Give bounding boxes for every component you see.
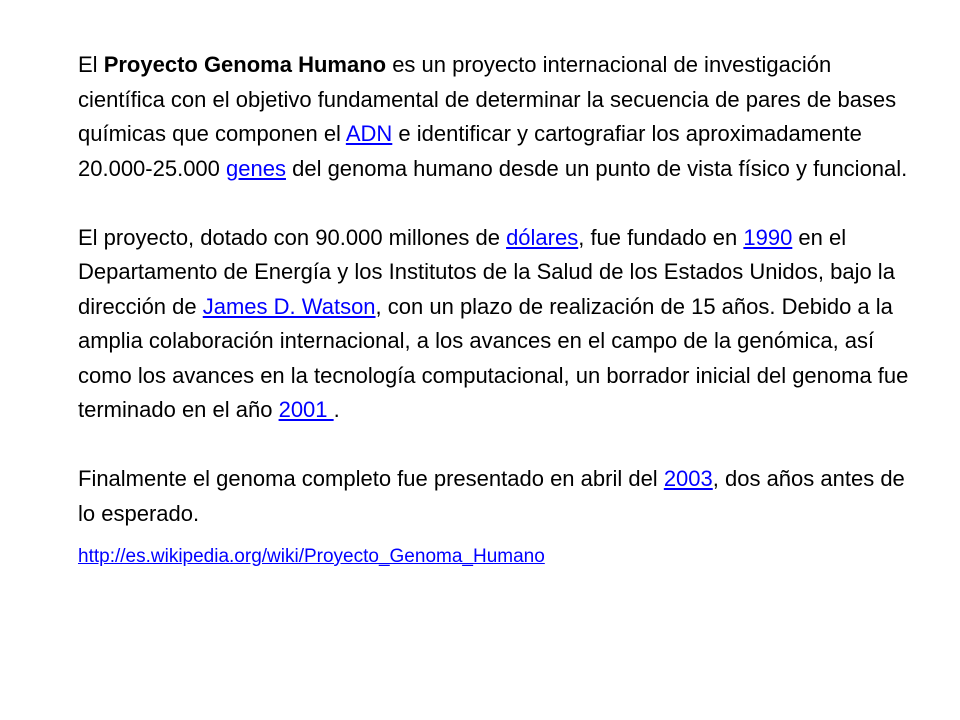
link-1990[interactable]: 1990 — [743, 224, 793, 250]
text-segment: , dos años antes de lo esperado. — [78, 466, 905, 526]
paragraph-spacer — [78, 186, 918, 221]
paragraph-history — [78, 221, 918, 428]
link-2001[interactable]: 2001 — [278, 397, 334, 422]
paragraph-conclusion — [78, 462, 918, 531]
text-segment: , fue fundado en — [578, 224, 744, 250]
project-name-bold: Proyecto Genoma Humano — [103, 52, 387, 77]
paragraph-intro — [78, 48, 918, 186]
link-dolares[interactable]: dólares — [506, 224, 579, 250]
text-segment: Finalmente el genoma completo fue presentado en abril del — [78, 466, 664, 491]
text-segment: en el Departamento de Energía y los Institutos de la Salud de los Estados Unidos, bajo la dirección de — [78, 224, 895, 319]
text-segment: e identificar y cartografiar los aproximadamente 20.000-25.000 — [78, 121, 862, 181]
text-segment: El — [78, 52, 104, 77]
slide-content — [78, 48, 918, 571]
link-james-watson[interactable]: James D. Watson — [202, 293, 376, 319]
text-segment: El proyecto, dotado con 90.000 millones de — [78, 224, 507, 250]
text-segment: es un proyecto internacional de investigación científica con el objetivo fundamental de determinar la secuencia de pares de bases químicas que componen el — [78, 52, 897, 146]
source-url-link[interactable]: http://es.wikipedia.org/wiki/Proyecto_Genoma_Humano — [78, 546, 545, 567]
source-line — [78, 543, 918, 571]
text-segment: , con un plazo de realización de 15 años. Debido a la amplia colaboración internacional, a los avances en el campo de la genómica, así como los avances en la tecnología computacional, un borrador inicial del genoma fue terminado en el año — [78, 293, 909, 422]
link-genes[interactable]: genes — [226, 155, 286, 181]
paragraph-spacer — [78, 428, 918, 463]
text-segment: del genoma humano desde un punto de vista físico y funcional. — [285, 155, 908, 181]
text-segment: . — [333, 397, 340, 422]
link-2003[interactable]: 2003 — [663, 466, 713, 491]
link-adn[interactable]: ADN — [345, 121, 393, 146]
